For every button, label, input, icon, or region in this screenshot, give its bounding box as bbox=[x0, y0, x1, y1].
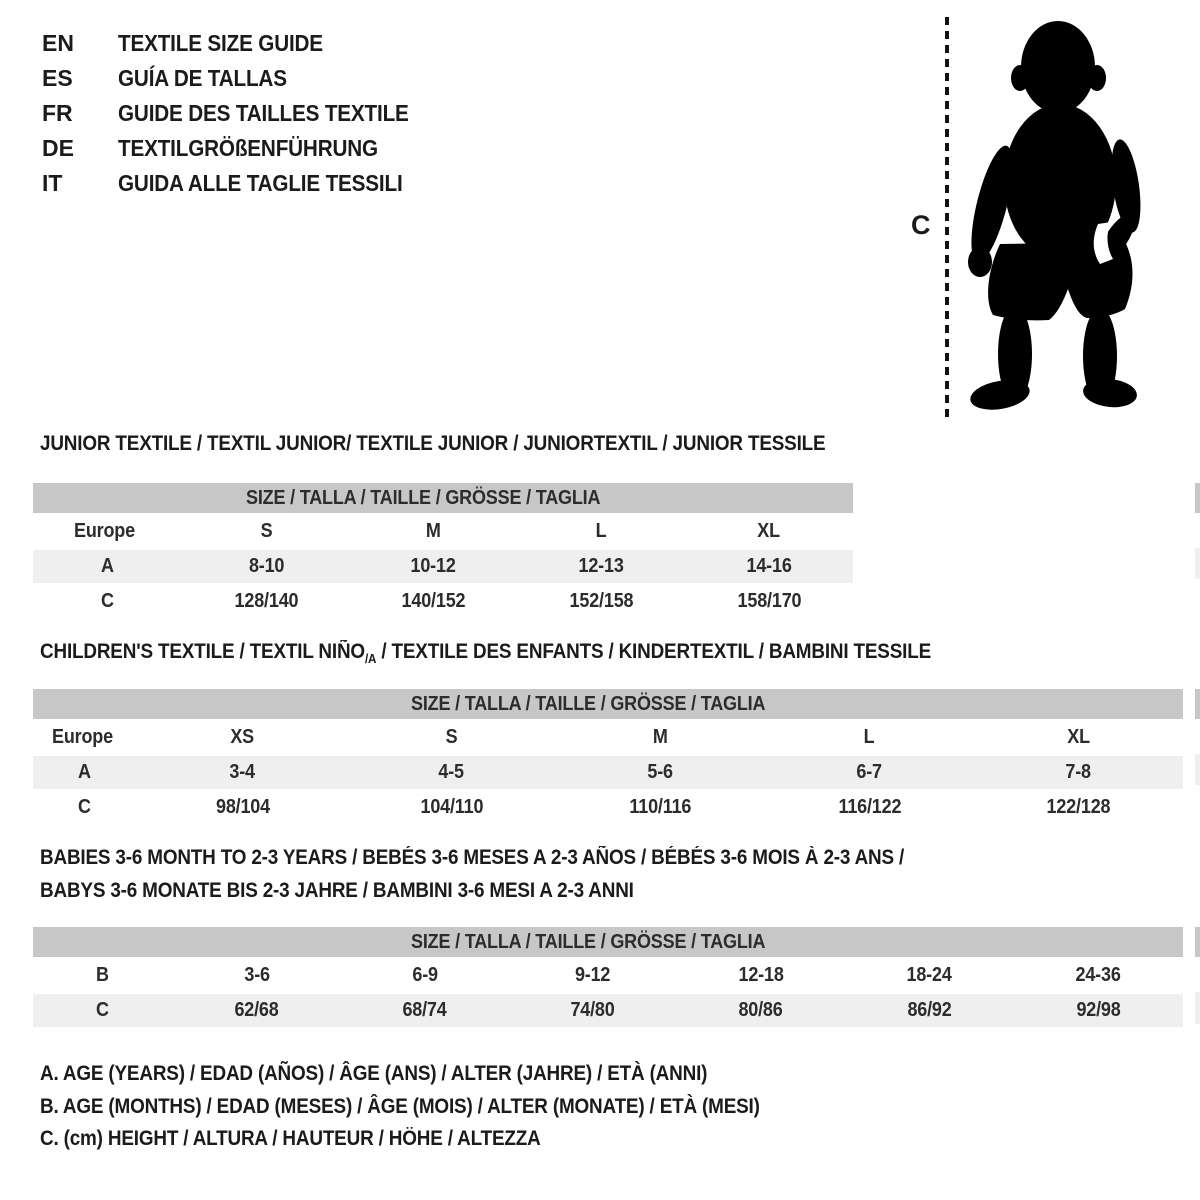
language-label: TEXTILGRÖßENFÜHRUNG bbox=[118, 135, 378, 161]
children-section-title-text: CHILDREN'S TEXTILE / TEXTIL $NIÑO_{/A}$ / TEXTILE DES ENFANTS / KINDERTEXTIL / BAMBINI TESSILE bbox=[40, 640, 932, 666]
size-header-text: SIZE / TALLA / TAILLE / GRÖSSE / TAGLIA bbox=[246, 486, 601, 509]
table-cell: 140/152 bbox=[350, 584, 517, 618]
table-cell: 74/80 bbox=[509, 993, 677, 1027]
region-row bbox=[33, 514, 853, 549]
language-label: GUIDE DES TAILLES TEXTILE bbox=[118, 100, 409, 126]
table-cell: 62/68 bbox=[173, 993, 341, 1027]
language-title-list bbox=[42, 26, 441, 201]
table-cell: 6-7 bbox=[765, 755, 974, 790]
table-cell: XL bbox=[974, 720, 1183, 755]
table-cell: 9-12 bbox=[509, 958, 677, 993]
table-cell: L bbox=[765, 720, 974, 755]
table-cell: 14-16 bbox=[685, 549, 853, 584]
footnote-age-months: B. AGE (MONTHS) / EDAD (MESES) / ÂGE (MOIS) / ALTER (MONATE) / ETÀ (MESI) bbox=[40, 1095, 760, 1118]
table-cell: XS bbox=[138, 720, 347, 755]
junior-section-title bbox=[40, 432, 913, 456]
table-cell: 12-13 bbox=[517, 549, 685, 584]
language-row-fr bbox=[42, 96, 441, 131]
table-edge-fragment bbox=[1195, 754, 1200, 785]
height-cm-row bbox=[33, 790, 1183, 824]
size-header-bar bbox=[33, 689, 1183, 720]
table-cell: 8-10 bbox=[183, 549, 350, 584]
language-label: TEXTILE SIZE GUIDE bbox=[118, 30, 323, 56]
table-cell: M bbox=[350, 514, 517, 549]
height-measure-line bbox=[945, 17, 949, 417]
table-cell: 98/104 bbox=[138, 790, 347, 824]
table-edge-fragment bbox=[1195, 548, 1200, 579]
babies-section-title-line1: BABIES 3-6 MONTH TO 2-3 YEARS / BEBÉS 3-6 MESES A 2-3 AÑOS / BÉBÉS 3-6 MOIS À 2-3 ANS / bbox=[40, 846, 905, 869]
row-label: B bbox=[33, 958, 173, 993]
size-header-text: SIZE / TALLA / TAILLE / GRÖSSE / TAGLIA bbox=[411, 930, 766, 953]
table-cell: 152/158 bbox=[517, 584, 685, 618]
table-edge-fragment bbox=[1195, 483, 1200, 513]
size-header-text: SIZE / TALLA / TAILLE / GRÖSSE / TAGLIA bbox=[411, 692, 766, 715]
language-label: GUIDA ALLE TAGLIE TESSILI bbox=[118, 170, 403, 196]
language-code: EN bbox=[42, 30, 74, 56]
table-cell: 5-6 bbox=[556, 755, 765, 790]
babies-size-table bbox=[33, 927, 1183, 1027]
language-label: GUÍA DE TALLAS bbox=[118, 65, 287, 91]
footnote-age-years: A. AGE (YEARS) / EDAD (AÑOS) / ÂGE (ANS) / ALTER (JAHRE) / ETÀ (ANNI) bbox=[40, 1062, 708, 1085]
table-cell: S bbox=[183, 514, 350, 549]
language-code: IT bbox=[42, 170, 63, 196]
table-cell: 122/128 bbox=[974, 790, 1183, 824]
table-cell: 128/140 bbox=[183, 584, 350, 618]
age-years-row bbox=[33, 755, 1183, 790]
table-edge-fragment bbox=[1195, 689, 1200, 719]
table-cell: 92/98 bbox=[1014, 993, 1183, 1027]
table-cell: 3-4 bbox=[138, 755, 347, 790]
toddler-silhouette-icon bbox=[960, 14, 1146, 420]
nino-a-subscript: /A bbox=[364, 651, 377, 666]
region-label: Europe bbox=[74, 520, 136, 542]
age-months-row bbox=[33, 958, 1183, 993]
row-label: C bbox=[33, 993, 173, 1027]
table-cell: 116/122 bbox=[765, 790, 974, 824]
table-header-row bbox=[33, 689, 1183, 720]
footnote-height-cm: C. (cm) HEIGHT / ALTURA / HAUTEUR / HÖHE / ALTEZZA bbox=[40, 1127, 541, 1150]
table-cell: 3-6 bbox=[173, 958, 341, 993]
row-label: A bbox=[33, 755, 138, 790]
age-years-row bbox=[33, 549, 853, 584]
table-cell: 18-24 bbox=[845, 958, 1014, 993]
table-cell: XL bbox=[685, 514, 853, 549]
junior-size-table bbox=[33, 483, 853, 618]
table-cell: 158/170 bbox=[685, 584, 853, 618]
table-cell: 10-12 bbox=[350, 549, 517, 584]
table-cell: M bbox=[556, 720, 765, 755]
region-row bbox=[33, 720, 1183, 755]
table-cell: S bbox=[347, 720, 556, 755]
language-row-en bbox=[42, 26, 441, 61]
table-cell: 12-18 bbox=[677, 958, 845, 993]
table-cell: 110/116 bbox=[556, 790, 765, 824]
row-label: C bbox=[33, 584, 183, 618]
language-code: DE bbox=[42, 135, 74, 161]
row-label bbox=[33, 720, 138, 755]
table-edge-fragment bbox=[1195, 992, 1200, 1024]
region-label: Europe bbox=[51, 726, 113, 748]
height-cm-row bbox=[33, 584, 853, 618]
table-header-row bbox=[33, 927, 1183, 958]
size-header-bar bbox=[33, 483, 853, 514]
table-header-row bbox=[33, 483, 853, 514]
size-header-bar bbox=[33, 927, 1183, 958]
height-measure-label: C bbox=[911, 210, 931, 240]
table-cell: 24-36 bbox=[1014, 958, 1183, 993]
language-code: ES bbox=[42, 65, 73, 91]
table-cell: 4-5 bbox=[347, 755, 556, 790]
table-cell: 86/92 bbox=[845, 993, 1014, 1027]
row-label bbox=[33, 514, 183, 549]
table-cell: 7-8 bbox=[974, 755, 1183, 790]
row-label: A bbox=[33, 549, 183, 584]
children-section-title bbox=[40, 640, 1030, 666]
table-edge-fragment bbox=[1195, 927, 1200, 957]
language-row-es bbox=[42, 61, 441, 96]
table-cell: 104/110 bbox=[347, 790, 556, 824]
row-label: C bbox=[33, 790, 138, 824]
children-size-table bbox=[33, 689, 1183, 824]
language-row-de bbox=[42, 131, 441, 166]
table-cell: 6-9 bbox=[341, 958, 509, 993]
language-code: FR bbox=[42, 100, 73, 126]
junior-section-title-text: JUNIOR TEXTILE / TEXTIL JUNIOR/ TEXTILE JUNIOR / JUNIORTEXTIL / JUNIOR TESSILE bbox=[40, 432, 826, 455]
table-cell: L bbox=[517, 514, 685, 549]
table-cell: 80/86 bbox=[677, 993, 845, 1027]
language-row-it bbox=[42, 166, 441, 201]
table-cell: 68/74 bbox=[341, 993, 509, 1027]
height-cm-row bbox=[33, 993, 1183, 1027]
babies-section-title-line2: BABYS 3-6 MONATE BIS 2-3 JAHRE / BAMBINI 3-6 MESI A 2-3 ANNI bbox=[40, 879, 634, 902]
